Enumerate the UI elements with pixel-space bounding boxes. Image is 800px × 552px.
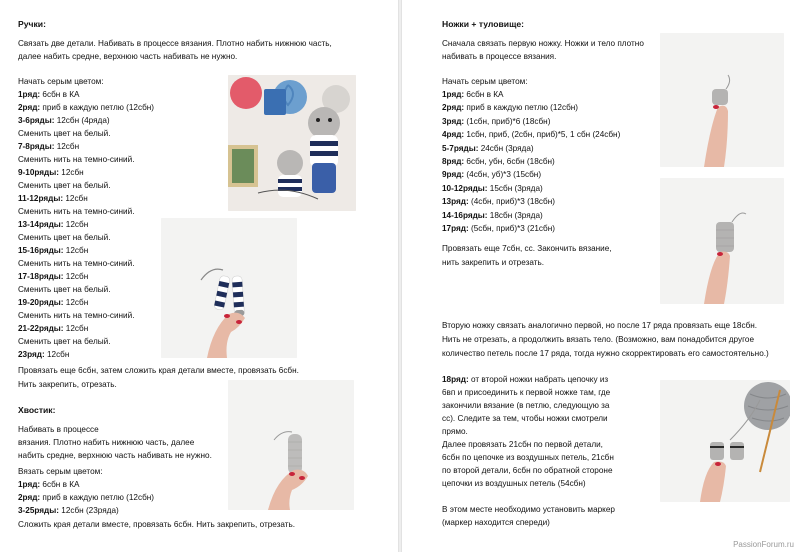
row-label: 7-8ряды: <box>18 142 55 151</box>
row-label: 17-18ряды: <box>18 272 64 281</box>
row-label: 3-25ряды: <box>18 506 59 515</box>
row-text: 12сбн (23ряда) <box>58 506 119 515</box>
row-text: 12сбн <box>63 298 89 307</box>
tail-heading: Хвостик: <box>18 405 56 415</box>
second-leg-line2: Нить не отрезать, а продолжить вязать тело. (Возможно, вам понадобится другое <box>442 335 755 344</box>
instruction-row <box>18 506 119 516</box>
tail-start-gray: Вязать серым цветом: <box>18 467 103 476</box>
row-text: 18сбн (3ряда) <box>487 210 543 220</box>
row-label: 13ряд: <box>442 197 469 207</box>
instruction-row <box>18 129 110 139</box>
legs-start-gray: Начать серым цветом: <box>442 77 528 86</box>
tail-intro-line1: Набивать в процессе <box>18 425 99 434</box>
row-text: Сменить цвет на белый. <box>18 129 111 138</box>
row-text: 12сбн <box>63 194 88 203</box>
row-text: 6сбн в КА <box>40 480 80 489</box>
row-label: 10-12ряды: <box>442 183 488 193</box>
row-label: 9ряд: <box>442 170 465 180</box>
tail-photo <box>228 380 354 510</box>
row18-detail-line: сс). Следите за тем, чтобы ножки смотрели <box>442 414 608 423</box>
tail-intro-line3: набить средне, верхнюю часть набивать не нужно. <box>18 451 212 460</box>
row-label: 1ряд: <box>442 90 465 99</box>
instruction-row <box>18 298 88 308</box>
legs-heading: Ножки + туловище: <box>442 19 524 29</box>
instruction-row <box>18 168 84 178</box>
row18-detail-line: Далее провязать 21сбн по первой детали, <box>442 440 603 449</box>
row-text: приб в каждую петлю (12сбн) <box>464 103 579 113</box>
row-label: 1ряд: <box>18 90 41 99</box>
instruction-row <box>18 285 110 295</box>
row-text: 12сбн <box>44 350 70 359</box>
row-label: 13-14ряды: <box>18 220 64 229</box>
instruction-row <box>18 194 88 204</box>
row-text: 15сбн (3ряда) <box>487 183 543 193</box>
left-page <box>0 0 398 552</box>
instruction-row <box>18 103 154 113</box>
instruction-row <box>442 90 503 100</box>
instruction-row <box>18 324 88 334</box>
instruction-row <box>18 142 79 152</box>
row-label: 19-20ряды: <box>18 298 64 307</box>
row-text: 12сбн <box>63 324 89 333</box>
row-label: 17ряд: <box>442 224 469 233</box>
instruction-row <box>18 272 88 282</box>
instruction-row <box>18 311 134 321</box>
instruction-row <box>442 224 555 234</box>
instruction-row <box>442 157 555 167</box>
row18-line1 <box>442 375 608 385</box>
row-label: 5-7ряды: <box>442 143 479 153</box>
row-text: Сменить цвет на белый. <box>18 337 111 346</box>
row-label: 3ряд: <box>442 116 465 126</box>
row-text: Сменить цвет на белый. <box>18 181 111 190</box>
row-text: 12сбн <box>63 272 89 281</box>
row-text: 12сбн <box>54 142 80 151</box>
row18-detail-line: прямо. <box>442 427 468 436</box>
row-text: 12сбн <box>63 220 89 229</box>
row-label: 2ряд: <box>18 103 41 112</box>
instruction-row <box>442 184 543 194</box>
instruction-row <box>442 144 534 154</box>
legs-intro-line2: набивать в процессе вязания. <box>442 52 557 61</box>
handles-finish-line1: Провязать еще 6сбн, затем сложить края детали вместе, провязать 6сбн. <box>18 366 299 375</box>
instruction-row <box>18 480 79 490</box>
row-text: Сменить нить на темно-синий. <box>18 311 135 320</box>
row18-detail-line: 6вп и присоединить к первой ножке там, где <box>442 388 611 397</box>
row18-detail-line: по второй детали, 6сбн по обратной стороне <box>442 466 613 475</box>
instruction-row <box>18 90 79 100</box>
instruction-row <box>442 117 550 127</box>
instruction-row <box>18 337 110 347</box>
row-label: 3-6ряды: <box>18 116 55 125</box>
tie-line2: нить закрепить и отрезать. <box>442 258 544 267</box>
row-label: 2ряд: <box>442 103 465 113</box>
row-text: (1сбн, приб)*6 (18сбн) <box>464 116 551 126</box>
handles-start-gray: Начать серым цветом: <box>18 77 104 86</box>
instruction-row <box>442 170 541 180</box>
instruction-row <box>18 246 88 256</box>
row-text: Сменить нить на темно-синий. <box>18 155 135 164</box>
instruction-row <box>18 233 110 243</box>
toys-photo <box>228 75 356 211</box>
second-leg-line1: Вторую ножку связать аналогично первой, но после 17 ряда провязать еще 18сбн. <box>442 321 758 330</box>
row18-text: от второй ножки набрать цепочку из <box>468 375 609 384</box>
right-page <box>402 0 800 552</box>
instruction-row <box>18 155 134 165</box>
row-text: Сменить цвет на белый. <box>18 285 111 294</box>
row18-detail-line: цепочки из воздушных петель (54сбн) <box>442 479 586 488</box>
row-text: (4сбн, приб)*3 (18сбн) <box>468 197 555 207</box>
row-label: 21-22ряды: <box>18 324 64 333</box>
leg-done-photo <box>660 178 784 304</box>
marker-line2: (маркер находится спереди) <box>442 518 550 527</box>
row18-label: 18ряд: <box>442 375 469 384</box>
handles-finish-line2: Нить закрепить, отрезать. <box>18 380 117 389</box>
row-label: 4ряд: <box>442 130 465 140</box>
row-text: Сменить нить на темно-синий. <box>18 207 135 216</box>
instruction-row <box>18 116 110 126</box>
instruction-row <box>18 207 134 217</box>
row-text: 1сбн, приб, (2сбн, приб)*5, 1 сбн (24сбн) <box>464 130 621 140</box>
row-label: 1ряд: <box>18 480 41 489</box>
row-text: приб в каждую петлю (12сбн) <box>40 103 155 112</box>
row-text: 6сбн в КА <box>464 90 504 99</box>
instruction-row <box>18 181 110 191</box>
legs-joined-photo <box>660 380 790 502</box>
tail-intro-line2: вязания. Плотно набить нижнюю часть, далее <box>18 438 195 447</box>
handles-heading: Ручки: <box>18 19 46 29</box>
row-label: 14-16ряды: <box>442 210 488 220</box>
row-label: 11-12ряды: <box>18 194 64 203</box>
second-leg-line3: количество петель после 17 ряда, тогда нужно скорректировать его самостоятельно.) <box>442 349 769 358</box>
instruction-row <box>18 259 134 269</box>
row-text: 12сбн <box>58 168 84 177</box>
instruction-row <box>18 493 154 503</box>
row-text: 24сбн (3ряда) <box>478 143 534 153</box>
row-label: 9-10ряды: <box>18 168 59 177</box>
row-label: 8ряд: <box>442 157 465 166</box>
row18-detail-line: 6сбн по цепочке из воздушных петель, 21сбн <box>442 453 614 462</box>
handles-intro-line2: далее набить средне, верхнюю часть набивать не нужно. <box>18 52 238 61</box>
instruction-row <box>442 197 555 207</box>
instruction-row <box>442 103 578 113</box>
instruction-row <box>18 220 88 230</box>
row-text: приб в каждую петлю (12сбн) <box>40 493 155 502</box>
instruction-row <box>18 350 69 360</box>
row-text: 12сбн (4ряда) <box>54 116 110 125</box>
arms-photo <box>161 218 297 358</box>
instruction-row <box>442 130 620 140</box>
row-label: 15-16ряды: <box>18 246 64 255</box>
row-label: 2ряд: <box>18 493 41 502</box>
tail-finish: Сложить края детали вместе, провязать 6сбн. Нить закрепить, отрезать. <box>18 520 296 529</box>
row18-detail-line: закончили вязание (в петлю, следующую за <box>442 401 610 410</box>
instruction-row <box>442 211 543 221</box>
row-text: (4сбн, уб)*3 (15сбн) <box>464 170 542 180</box>
row-text: 6сбн, убн, 6сбн (18сбн) <box>464 157 555 166</box>
row-text: 12сбн <box>63 246 89 255</box>
row-text: 6сбн в КА <box>40 90 80 99</box>
watermark: PassionForum.ru <box>733 540 794 549</box>
marker-line1: В этом месте необходимо установить маркер <box>442 505 615 514</box>
row-text: Сменить нить на темно-синий. <box>18 259 135 268</box>
handles-intro-line1: Связать две детали. Набивать в процессе вязания. Плотно набить нижнюю часть, <box>18 39 332 48</box>
legs-intro-line1: Сначала связать первую ножку. Ножки и тело плотно <box>442 39 644 48</box>
row-text: Сменить цвет на белый. <box>18 233 111 242</box>
tie-line1: Провязать еще 7сбн, сс. Закончить вязание, <box>442 244 612 253</box>
row-label: 23ряд: <box>18 350 45 359</box>
row-text: (5сбн, приб)*3 (21сбн) <box>468 224 555 233</box>
leg-start-photo <box>660 33 784 167</box>
